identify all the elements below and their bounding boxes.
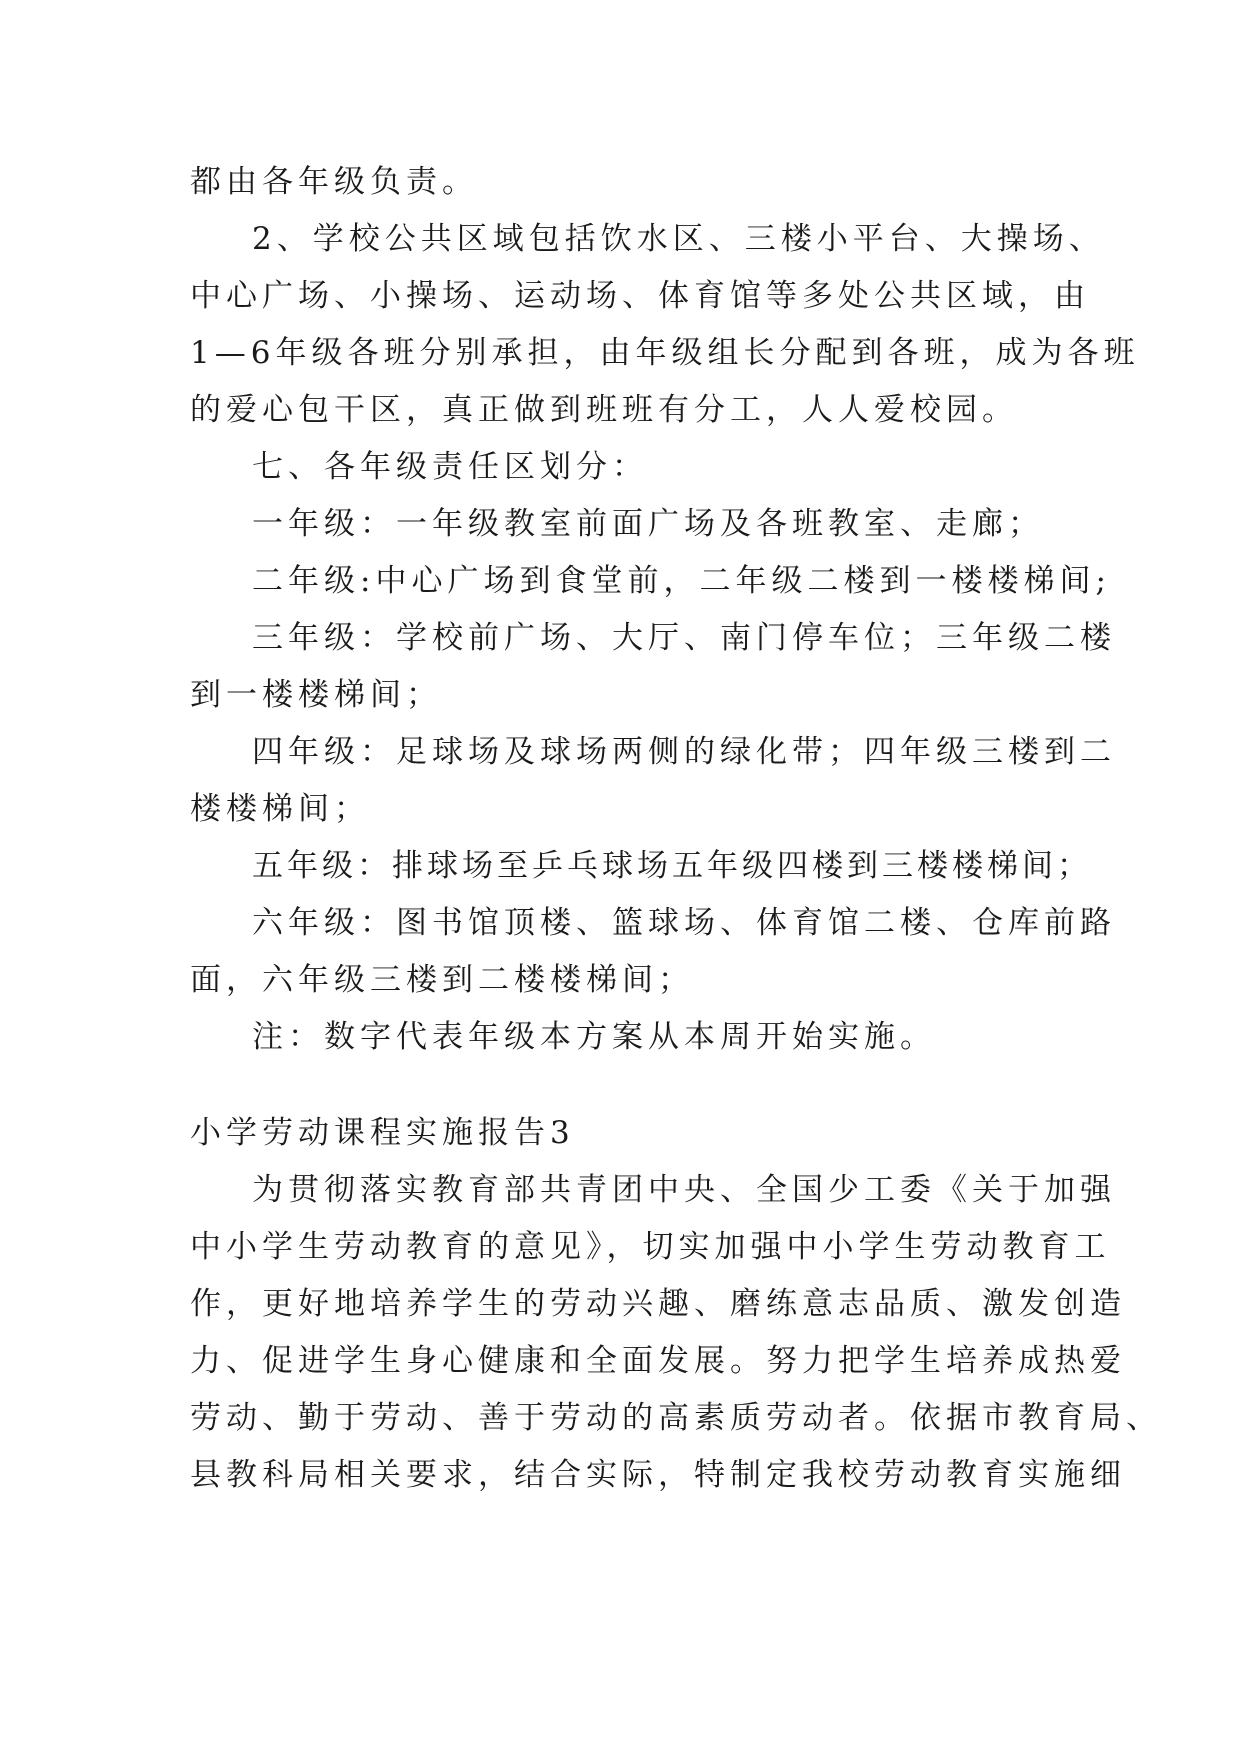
text-line: 一年级：一年级教室前面广场及各班教室、走廊； [252,506,1044,542]
text-line: 力、促进学生身心健康和全面发展。努力把学生培养成热爱 [190,1343,1126,1379]
text-line: 作，更好地培养学生的劳动兴趣、磨练意志品质、激发创造 [190,1286,1126,1322]
text-line: 都由各年级负责。 [190,164,478,200]
text-line: 二年级:中心广场到食堂前，二年级二楼到一楼楼梯间; [252,563,1111,599]
text-line: 县教科局相关要求，结合实际，特制定我校劳动教育实施细 [190,1457,1126,1493]
text-line: 中小学生劳动教育的意见》，切实加强中小学生劳动教育工 [190,1229,1111,1265]
text-line: 到一楼楼梯间； [190,677,442,713]
text-line: 面，六年级三楼到二楼楼梯间； [190,962,694,998]
text-line: 楼楼梯间； [190,791,370,827]
text-line: 六年级：图书馆顶楼、篮球场、体育馆二楼、仓库前路 [252,905,1116,941]
text-line: 1—6年级各班分别承担，由年级组长分配到各班，成为各班 [190,335,1140,371]
text-line: 四年级：足球场及球场两侧的绿化带；四年级三楼到二 [252,734,1116,770]
report-title: 小学劳动课程实施报告3 [190,1115,575,1151]
text-line: 为贯彻落实教育部共青团中央、全国少工委《关于加强 [252,1172,1116,1208]
text-line: 五年级：排球场至乒乓球场五年级四楼到三楼楼梯间； [252,848,1092,884]
text-line: 三年级：学校前广场、大厅、南门停车位；三年级二楼 [252,620,1116,656]
text-line: 劳动、勤于劳动、善于劳动的高素质劳动者。依据市教育局、 [190,1400,1162,1436]
text-line: 注：数字代表年级本方案从本周开始实施。 [252,1019,936,1055]
text-line: 的爱心包干区，真正做到班班有分工，人人爱校园。 [190,392,1018,428]
text-line: 2、学校公共区域包括饮水区、三楼小平台、大操场、 [252,221,1105,257]
section-heading: 七、各年级责任区划分： [252,449,648,485]
text-line: 中心广场、小操场、运动场、体育馆等多处公共区域，由 [190,278,1090,314]
